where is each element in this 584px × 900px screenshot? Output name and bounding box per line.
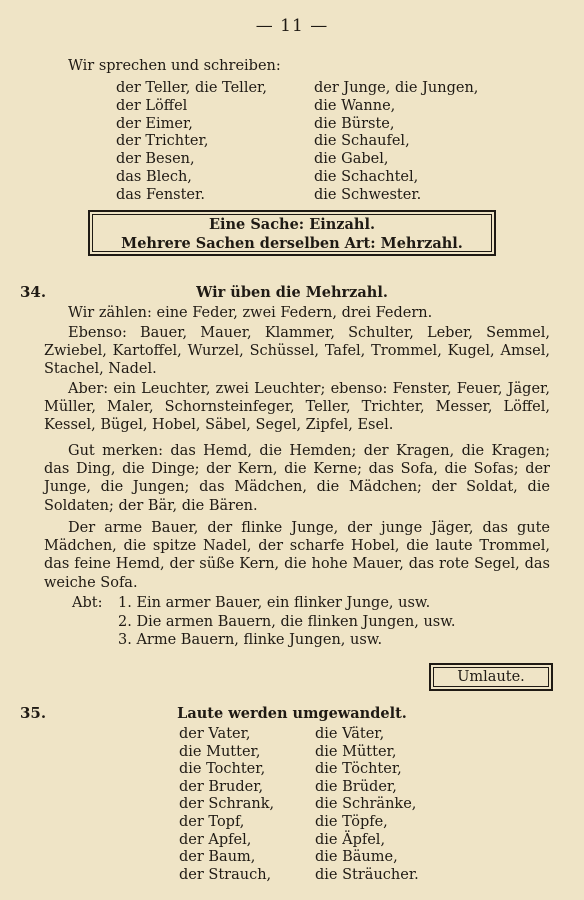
list-left-column: [179, 726, 274, 884]
list-item: das Blech,: [116, 168, 192, 185]
paragraph: Gut merken: das Hemd, die Hemden; der Kragen, die Kragen; das Ding, die Dinge; der Kern, die Kerne; das Sofa, die Sofas; der Junge, die Jungen; das Mädchen, die Mädchen; der Soldat, die Soldaten; der Bär, die Bären.: [44, 443, 550, 514]
list-item: die Bäume,: [315, 849, 398, 866]
paragraph: Wir zählen: eine Feder, zwei Federn, drei Federn.: [68, 305, 433, 321]
list-item: der Trichter,: [116, 133, 209, 150]
exercise-item: 1. Ein armer Bauer, ein flinker Junge, usw.: [118, 595, 431, 611]
list-item: der Strauch,: [179, 866, 272, 883]
list-right-column: [314, 80, 478, 205]
list-item: der Apfel,: [179, 831, 252, 848]
paragraph: Der arme Bauer, der flinke Junge, der junge Jäger, das gute Mädchen, die spitze Nadel, der scharfe Hobel, die laute Trommel, das feine Hemd, der süße Kern, die hohe Mauer, das rote Segel, das weiche Sofa.: [44, 520, 550, 591]
list-item: die Töpfe,: [315, 813, 388, 830]
list-left-column: [116, 80, 267, 205]
list-item: der Topf,: [179, 813, 245, 830]
section-number: 34.: [20, 283, 47, 301]
list-item: die Schaufel,: [314, 133, 410, 150]
paragraph: Aber: ein Leuchter, zwei Leuchter; ebenso: Fenster, Feuer, Jäger, Müller, Maler, Schornsteinfeger, Teller, Trichter, Messer, Löffel, Kessel, Bügel, Hobel, Säbel, Segel, Zipfel, Esel.: [44, 381, 550, 434]
page-number: — 11 —: [255, 16, 329, 36]
list-item: das Fenster.: [116, 186, 205, 203]
rule-box: [88, 210, 496, 256]
list-item: die Schränke,: [315, 796, 417, 813]
exercise-item: 2. Die armen Bauern, die flinken Jungen, usw.: [118, 613, 456, 630]
list-item: der Bruder,: [179, 778, 264, 795]
list-right-column: [315, 726, 419, 884]
list-item: die Gabel,: [314, 151, 389, 168]
list-item: der Teller, die Teller,: [116, 80, 267, 96]
list-item: die Wanne,: [314, 97, 396, 114]
list-item: die Töchter,: [315, 761, 402, 778]
intro-text: Wir sprechen und schreiben:: [68, 58, 281, 74]
list-item: die Schachtel,: [314, 168, 419, 185]
rule-line-plural: Mehrere Sachen derselben Art: Mehrzahl.: [121, 235, 463, 252]
section-number: 35.: [20, 704, 47, 722]
list-item: der Schrank,: [179, 796, 275, 813]
list-item: die Äpfel,: [315, 831, 386, 848]
list-item: der Besen,: [116, 151, 195, 168]
section-heading: Wir üben die Mehrzahl.: [196, 284, 388, 301]
exercise-items: [118, 594, 456, 650]
paragraph: Ebenso: Bauer, Mauer, Klammer, Schulter, Leber, Semmel, Zwiebel, Kartoffel, Wurzel, Schüssel, Tafel, Trommel, Kugel, Amsel, Stachel, Nadel.: [44, 325, 550, 378]
section-heading: Laute werden umgewandelt.: [177, 705, 407, 722]
exercise-item: 3. Arme Bauern, flinke Jungen, usw.: [118, 632, 383, 648]
list-item: die Brüder,: [315, 778, 397, 795]
list-item: die Tochter,: [179, 761, 266, 778]
list-item: die Schwester.: [314, 186, 422, 203]
exercise-label: Abt:: [72, 595, 103, 611]
list-item: die Mütter,: [315, 743, 397, 760]
list-item: die Mutter,: [179, 743, 261, 760]
list-item: der Junge, die Jungen,: [314, 80, 479, 96]
list-item: die Väter,: [315, 726, 385, 742]
rule-line-singular: Eine Sache: Einzahl.: [208, 216, 376, 233]
list-item: der Eimer,: [116, 115, 193, 132]
list-item: die Bürste,: [314, 115, 395, 132]
umlaut-box: Umlaute.: [429, 663, 553, 691]
list-item: die Sträucher.: [315, 866, 419, 883]
list-item: der Löffel: [116, 97, 188, 114]
list-item: der Vater,: [179, 726, 251, 742]
list-item: der Baum,: [179, 849, 256, 866]
